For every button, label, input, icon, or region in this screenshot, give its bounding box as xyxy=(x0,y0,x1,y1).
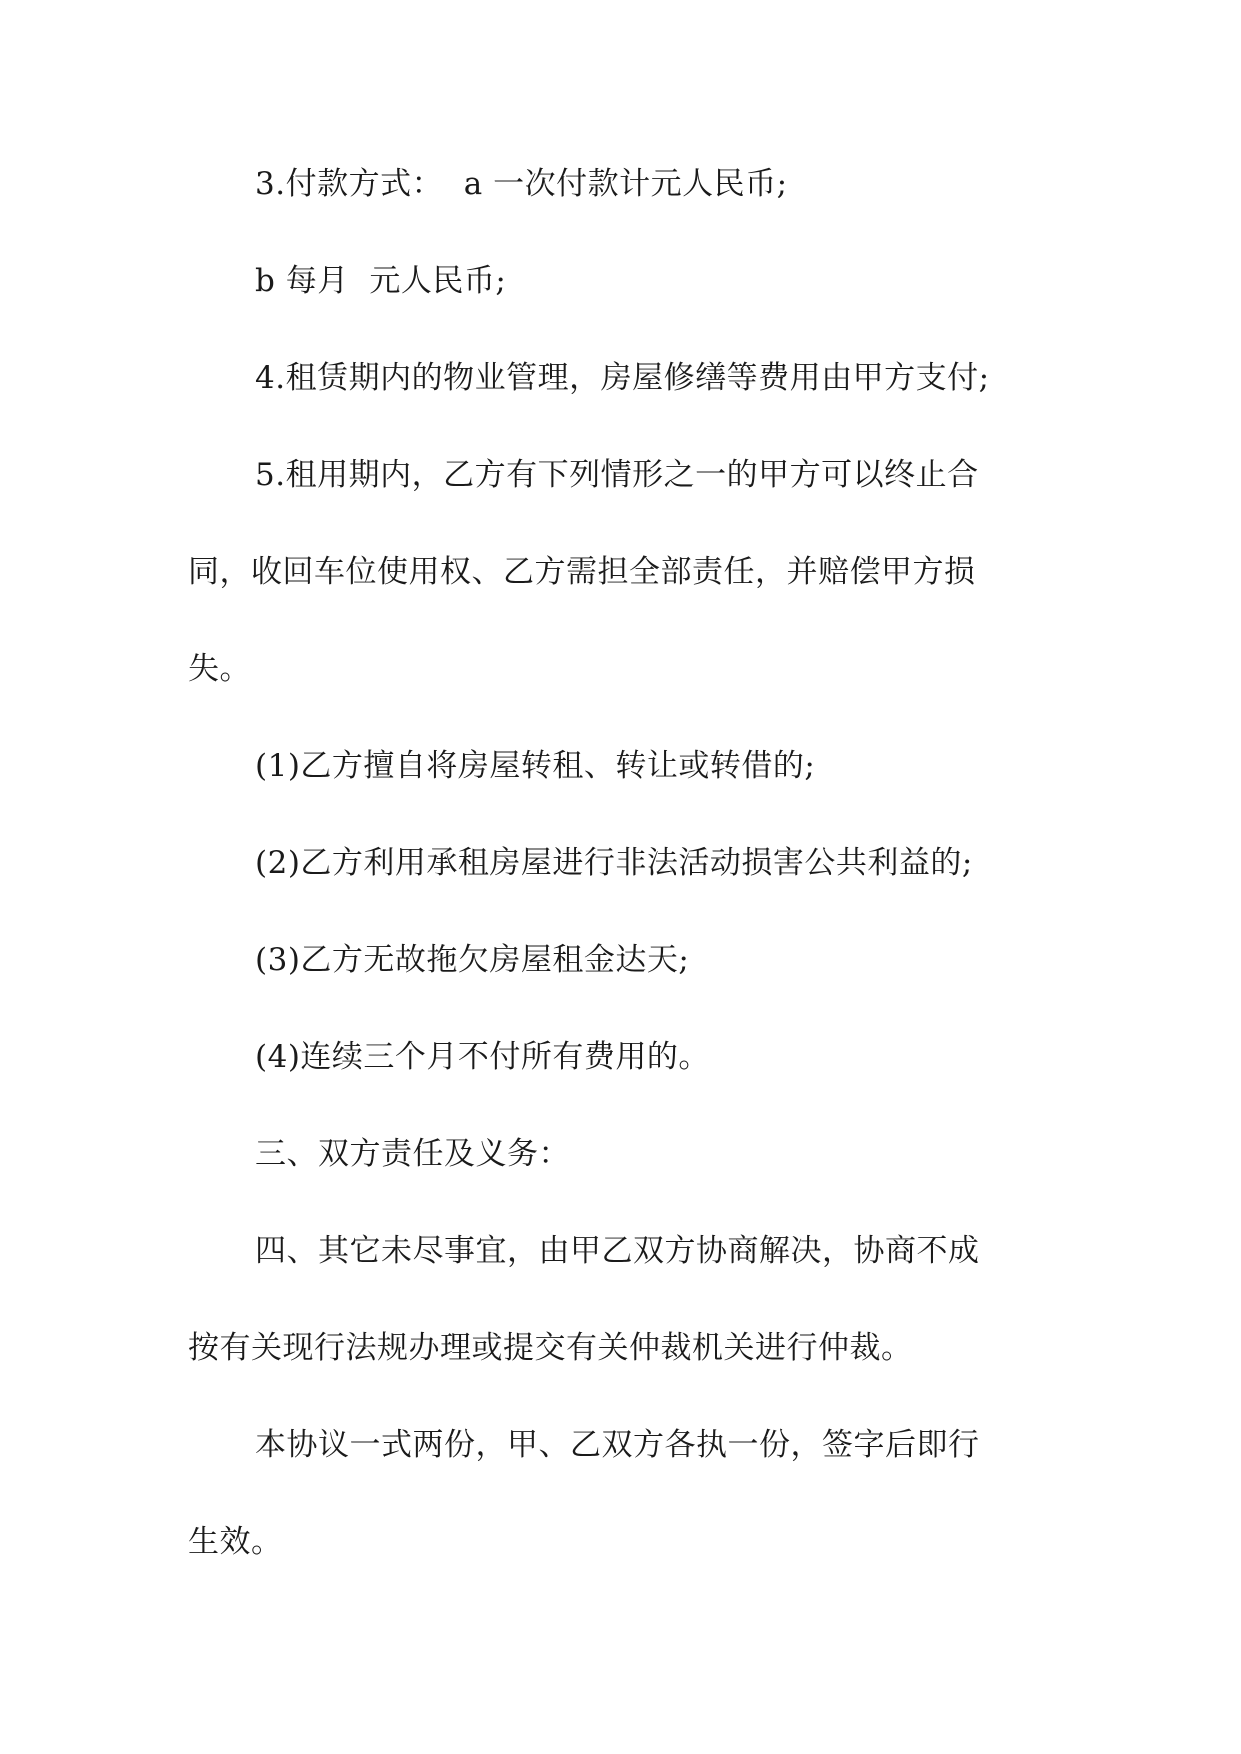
section-3-heading: 三、双方责任及义务： xyxy=(255,1136,570,1172)
agreement-line-1: 本协议一式两份，甲、乙双方各执一份，签字后即行 xyxy=(255,1427,980,1463)
section-4-line-2: 按有关现行法规办理或提交有关仲裁机关进行仲裁。 xyxy=(188,1330,913,1366)
agreement-line-2: 生效。 xyxy=(188,1524,283,1560)
clause-4-line: 4.租赁期内的物业管理，房屋修缮等费用由甲方支付; xyxy=(255,360,990,396)
monthly-payment-line: b 每月 元人民币; xyxy=(255,263,507,299)
clause-5-line-2: 同，收回车位使用权、乙方需担全部责任，并赔偿甲方损 xyxy=(188,554,976,590)
item-4-line: (4)连续三个月不付所有费用的。 xyxy=(255,1039,710,1075)
clause-5-line-3: 失。 xyxy=(188,651,251,687)
section-4-line-1: 四、其它未尽事宜，由甲乙双方协商解决，协商不成 xyxy=(255,1233,980,1269)
item-1-line: (1)乙方擅自将房屋转租、转让或转借的; xyxy=(255,748,816,784)
payment-method-line: 3.付款方式： a 一次付款计元人民币; xyxy=(255,166,788,202)
clause-5-line-1: 5.租用期内，乙方有下列情形之一的甲方可以终止合 xyxy=(255,457,979,493)
item-3-line: (3)乙方无故拖欠房屋租金达天; xyxy=(255,942,690,978)
item-2-line: (2)乙方利用承租房屋进行非法活动损害公共利益的; xyxy=(255,845,973,881)
